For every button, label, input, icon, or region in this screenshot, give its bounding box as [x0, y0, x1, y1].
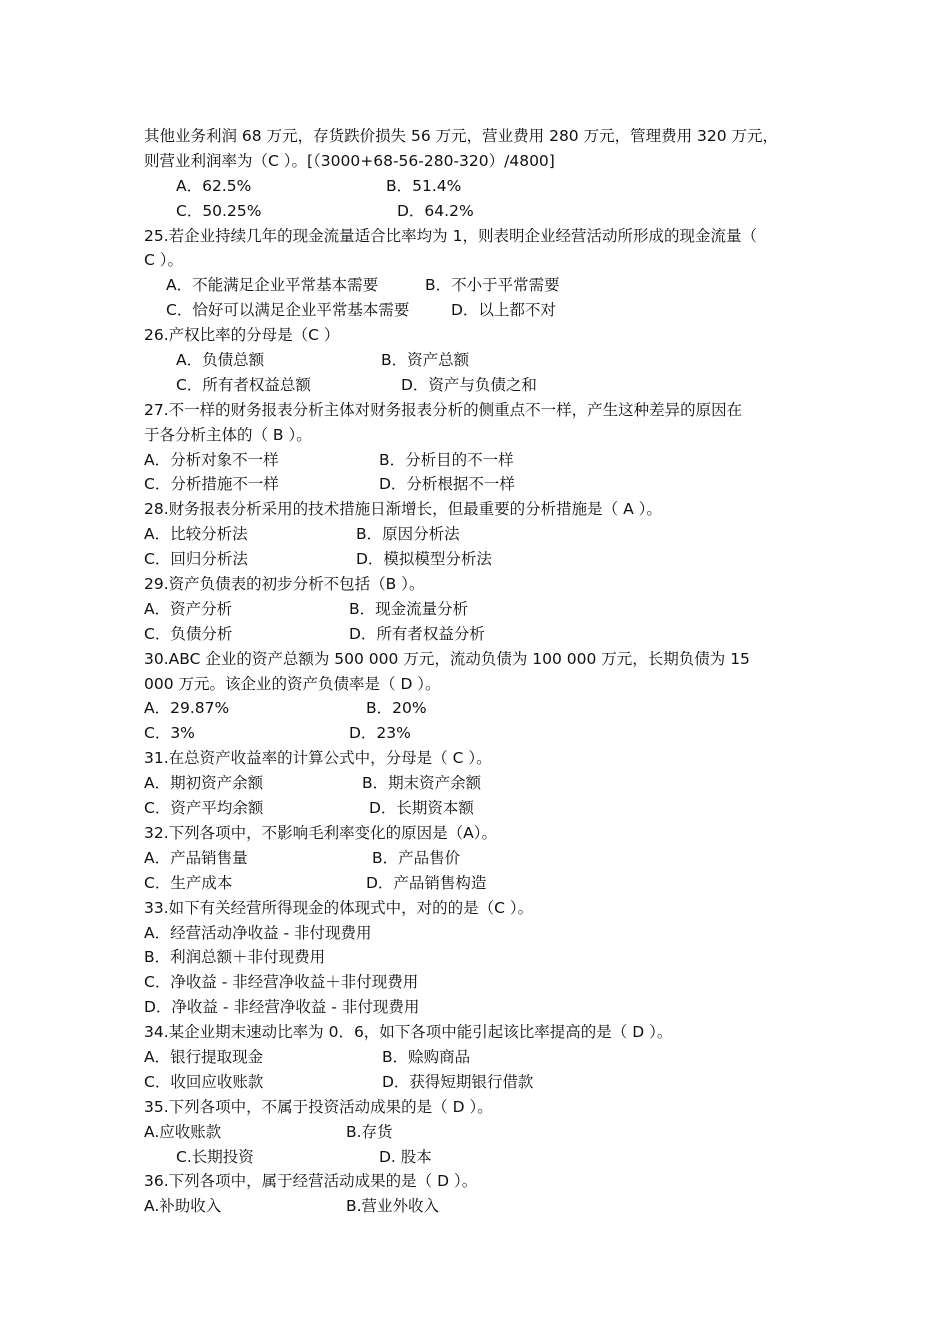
answer-option: A．银行提取现金: [144, 1047, 264, 1066]
answer-option: D．长期资本额: [369, 799, 474, 818]
answer-option: B．赊购商品: [382, 1047, 471, 1066]
answer-option: B．产品售价: [372, 848, 461, 867]
text-line: [144, 746, 824, 771]
answer-option: C．3%: [144, 724, 195, 743]
option-row: [144, 1045, 824, 1070]
answer-option: D．分析根据不一样: [379, 475, 515, 494]
answer-option: D．以上都不对: [451, 301, 556, 320]
text-line: [144, 995, 824, 1020]
line-text: 27.不一样的财务报表分析主体对财务报表分析的侧重点不一样，产生这种差异的原因在: [144, 400, 743, 419]
answer-option: C．收回应收账款: [144, 1072, 264, 1091]
answer-option: A．62.5%: [176, 176, 252, 195]
answer-option: B．期末资产余额: [362, 774, 482, 793]
line-text: 则营业利润率为（C ）。[（3000+68-56-280-320）/4800]: [144, 151, 555, 170]
text-line: [144, 423, 824, 448]
option-row: [144, 871, 824, 896]
option-row: [144, 721, 824, 746]
line-text: 32.下列各项中，不影响毛利率变化的原因是（A）。: [144, 823, 498, 842]
option-row: [144, 1194, 824, 1219]
answer-option: B．20%: [366, 699, 427, 718]
text-line: [144, 1020, 824, 1045]
answer-option: C．所有者权益总额: [176, 375, 311, 394]
line-text: 36.下列各项中，属于经营活动成果的是（ D ）。: [144, 1172, 478, 1191]
answer-option: D．产品销售构造: [366, 873, 487, 892]
text-line: [144, 248, 824, 273]
text-line: [144, 572, 824, 597]
answer-option: A．期初资产余额: [144, 774, 264, 793]
text-line: [144, 398, 824, 423]
line-text: 000 万元。该企业的资产负债率是（ D ）。: [144, 674, 441, 693]
line-text: 于各分析主体的（ B ）。: [144, 425, 312, 444]
answer-option: A.补助收入: [144, 1197, 222, 1216]
text-line: [144, 149, 824, 174]
option-row: [144, 1120, 824, 1145]
answer-option: A．29.87%: [144, 699, 230, 718]
answer-option: C．负债分析: [144, 624, 233, 643]
text-line: [144, 647, 824, 672]
answer-option: A．资产分析: [144, 599, 233, 618]
option-row: [144, 273, 824, 298]
line-text: 25.若企业持续几年的现金流量适合比率均为 1，则表明企业经营活动所形成的现金流量（: [144, 226, 757, 245]
answer-option: C.长期投资: [176, 1147, 254, 1166]
line-text: 30.ABC 企业的资产总额为 500 000 万元，流动负债为 100 000 万元，长期负债为 15: [144, 649, 750, 668]
answer-option: C．回归分析法: [144, 550, 248, 569]
answer-option: B.存货: [346, 1122, 393, 1141]
option-row: [144, 846, 824, 871]
text-line: [144, 672, 824, 697]
answer-option: B．现金流量分析: [349, 599, 469, 618]
option-row: [144, 298, 824, 323]
answer-option: B．51.4%: [386, 176, 462, 195]
answer-option: D．64.2%: [397, 201, 474, 220]
line-text: D．净收益 - 非经营净收益 - 非付现费用: [144, 998, 420, 1017]
text-line: [144, 124, 824, 149]
text-line: [144, 224, 824, 249]
answer-option: D．模拟模型分析法: [356, 550, 492, 569]
line-text: A．经营活动净收益 - 非付现费用: [144, 923, 372, 942]
option-row: [144, 174, 824, 199]
option-row: [144, 348, 824, 373]
option-row: [144, 622, 824, 647]
text-line: [144, 945, 824, 970]
option-row: [144, 472, 824, 497]
text-line: [144, 970, 824, 995]
line-text: C．净收益 - 非经营净收益＋非付现费用: [144, 973, 419, 992]
option-row: [144, 199, 824, 224]
answer-option: D．资产与负债之和: [401, 375, 537, 394]
line-text: 33.如下有关经营所得现金的体现式中，对的的是（C ）。: [144, 898, 534, 917]
option-row: [144, 796, 824, 821]
line-text: 35.下列各项中，不属于投资活动成果的是（ D ）。: [144, 1097, 493, 1116]
answer-option: A．不能满足企业平常基本需要: [166, 276, 379, 295]
answer-option: D. 股本: [379, 1147, 432, 1166]
answer-option: D．获得短期银行借款: [382, 1072, 534, 1091]
answer-option: C．生产成本: [144, 873, 233, 892]
option-row: [144, 547, 824, 572]
option-row: [144, 771, 824, 796]
option-row: [144, 522, 824, 547]
line-text: 34.某企业期末速动比率为 0．6，如下各项中能引起该比率提高的是（ D ）。: [144, 1023, 673, 1042]
text-line: [144, 497, 824, 522]
text-line: [144, 1095, 824, 1120]
line-text: C ）。: [144, 251, 183, 270]
option-row: [144, 1145, 824, 1170]
answer-option: C．分析措施不一样: [144, 475, 279, 494]
answer-option: C．资产平均余额: [144, 799, 264, 818]
answer-option: A．比较分析法: [144, 525, 248, 544]
line-text: 26.产权比率的分母是（C ）: [144, 326, 340, 345]
text-line: [144, 821, 824, 846]
option-row: [144, 448, 824, 473]
option-row: [144, 597, 824, 622]
answer-option: A.应收账款: [144, 1122, 222, 1141]
line-text: B．利润总额＋非付现费用: [144, 948, 326, 967]
option-row: [144, 696, 824, 721]
answer-option: A．负债总额: [176, 351, 265, 370]
line-text: 29.资产负债表的初步分析不包括（B ）。: [144, 575, 425, 594]
line-text: 31.在总资产收益率的计算公式中，分母是（ C ）。: [144, 749, 492, 768]
text-line: [144, 896, 824, 921]
text-line: [144, 921, 824, 946]
answer-option: B．不小于平常需要: [425, 276, 560, 295]
answer-option: B．资产总额: [381, 351, 470, 370]
answer-option: B．分析目的不一样: [379, 450, 514, 469]
answer-option: D．所有者权益分析: [349, 624, 485, 643]
option-row: [144, 373, 824, 398]
answer-option: C．50.25%: [176, 201, 262, 220]
answer-option: A．产品销售量: [144, 848, 248, 867]
answer-option: A．分析对象不一样: [144, 450, 279, 469]
option-row: [144, 1070, 824, 1095]
answer-option: B.营业外收入: [346, 1197, 440, 1216]
line-text: 其他业务利润 68 万元，存货跌价损失 56 万元，营业费用 280 万元，管理费用 320 万元，: [144, 127, 779, 145]
answer-option: C．恰好可以满足企业平常基本需要: [166, 301, 410, 320]
answer-option: B．原因分析法: [356, 525, 460, 544]
line-text: 28.财务报表分析采用的技术措施日渐增长，但最重要的分析措施是（ A ）。: [144, 500, 662, 519]
text-line: [144, 1169, 824, 1194]
document-body: [144, 124, 824, 1219]
answer-option: D．23%: [349, 724, 411, 743]
text-line: [144, 323, 824, 348]
